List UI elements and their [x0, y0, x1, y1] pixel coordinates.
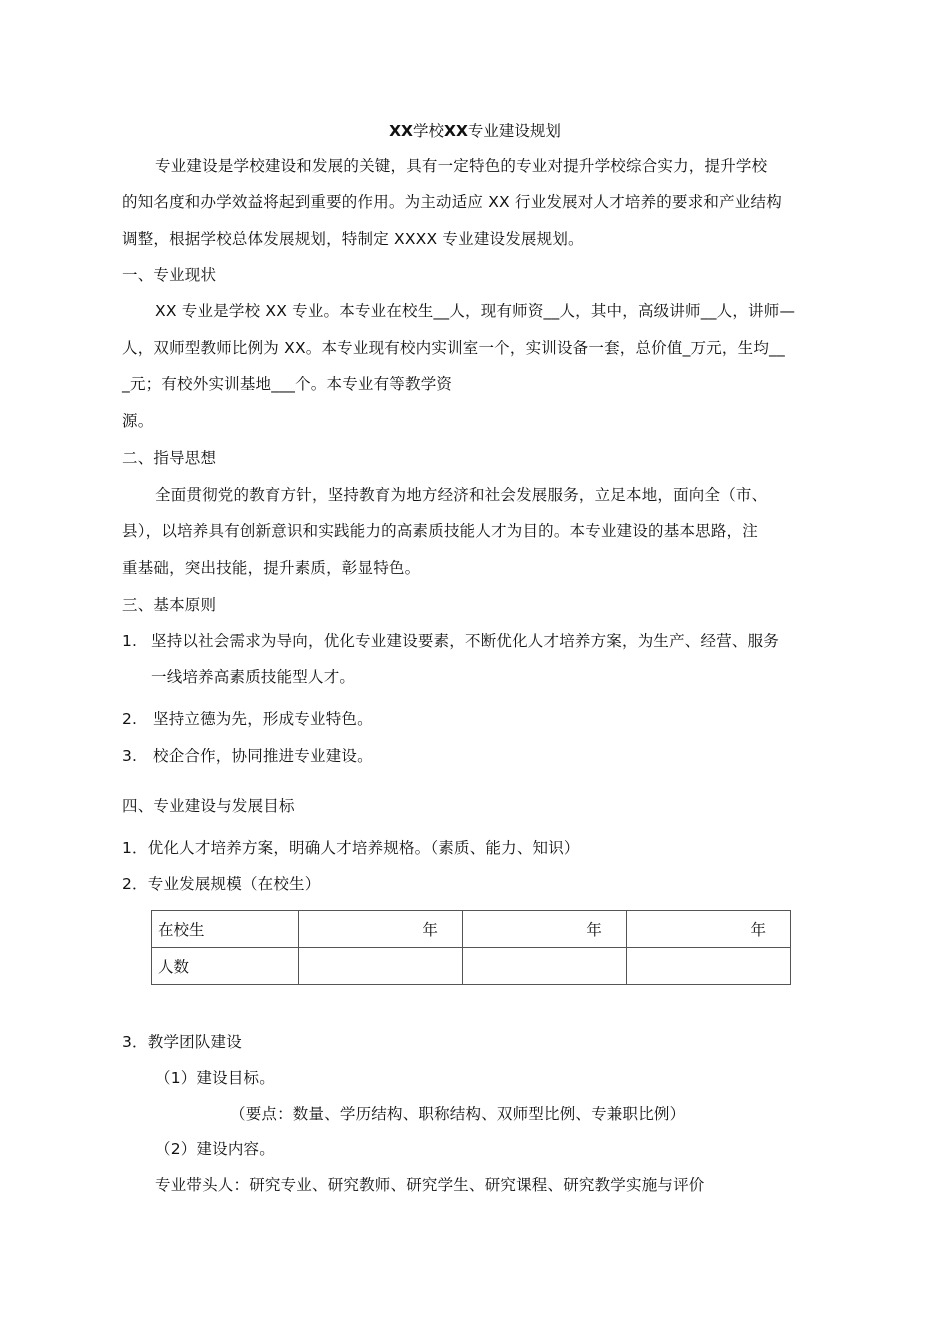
- table-row: [152, 911, 791, 948]
- goal-2: 2．专业发展规模（在校生）: [122, 875, 321, 893]
- goal-3-sub-2-text: 专业带头人：研究专业、研究教师、研究学生、研究课程、研究教学实施与评价: [155, 1176, 705, 1194]
- title-prefix: XX: [389, 122, 413, 140]
- intro-line-2: 的知名度和办学效益将起到重要的作用。为主动适应 XX 行业发展对人才培养的要求和产业结构: [122, 193, 782, 211]
- table-cell: 年: [626, 911, 790, 948]
- goal-3: 3．教学团队建设: [122, 1033, 242, 1051]
- title-school: 学校: [412, 122, 444, 140]
- table-cell: 年: [462, 911, 626, 948]
- principle-1-line-1: 坚持以社会需求为导向，优化专业建设要素，不断优化人才培养方案，为生产、经营、服务: [151, 632, 780, 650]
- table-cell: 在校生: [152, 911, 299, 948]
- section1-line-3: _元；有校外实训基地___个。本专业有等教学资: [122, 375, 453, 393]
- goal-3-sub-1-note: （要点：数量、学历结构、职称结构、双师型比例、专兼职比例）: [230, 1105, 686, 1123]
- enrollment-table: [151, 910, 791, 985]
- title-suffix: 专业建设规划: [467, 122, 561, 140]
- section2-line-1: 全面贯彻党的教育方针，坚持教育为地方经济和社会发展服务，立足本地，面向全（市、: [155, 486, 768, 504]
- table-cell: 年: [298, 911, 462, 948]
- goal-3-sub-1: （1）建设目标。: [155, 1069, 275, 1087]
- section2-line-3: 重基础，突出技能，提升素质，彰显特色。: [122, 559, 421, 577]
- intro-line-3: 调整，根据学校总体发展规划，特制定 XXXX 专业建设发展规划。: [122, 230, 584, 248]
- table-cell: [298, 948, 462, 985]
- section1-heading: 一、专业现状: [122, 266, 217, 284]
- goal-3-sub-2: （2）建设内容。: [155, 1140, 275, 1158]
- intro-line-1: 专业建设是学校建设和发展的关键，具有一定特色的专业对提升学校综合实力，提升学校: [155, 157, 768, 175]
- section2-line-2: 县），以培养具有创新意识和实践能力的高素质技能人才为目的。本专业建设的基本思路，注: [122, 522, 758, 540]
- title-major-code: XX: [444, 122, 468, 140]
- principle-3-text: 校企合作，协同推进专业建设。: [153, 747, 373, 765]
- table-cell: [462, 948, 626, 985]
- principle-1-line-2: 一线培养高素质技能型人才。: [151, 668, 356, 686]
- section1-line-1: XX 专业是学校 XX 专业。本专业在校生__人，现有师资__人，其中，高级讲师__人，讲师—: [155, 302, 796, 320]
- principle-3-number: 3.: [122, 747, 138, 765]
- section4-heading: 四、专业建设与发展目标: [122, 797, 295, 815]
- principle-2-text: 坚持立德为先，形成专业特色。: [153, 710, 373, 728]
- table-row: [152, 948, 791, 985]
- section1-line-4: 源。: [122, 412, 154, 430]
- principle-1-number: 1.: [122, 632, 138, 650]
- section1-line-2: 人，双师型教师比例为 XX。本专业现有校内实训室一个，实训设备一套，总价值_万元，生均__: [122, 339, 785, 357]
- goal-1: 1．优化人才培养方案，明确人才培养规格。（素质、能力、知识）: [122, 839, 580, 857]
- table-cell: 人数: [152, 948, 299, 985]
- section2-heading: 二、指导思想: [122, 449, 217, 467]
- document-title: [0, 121, 950, 141]
- section3-heading: 三、基本原则: [122, 596, 217, 614]
- table-cell: [626, 948, 790, 985]
- principle-2-number: 2.: [122, 710, 138, 728]
